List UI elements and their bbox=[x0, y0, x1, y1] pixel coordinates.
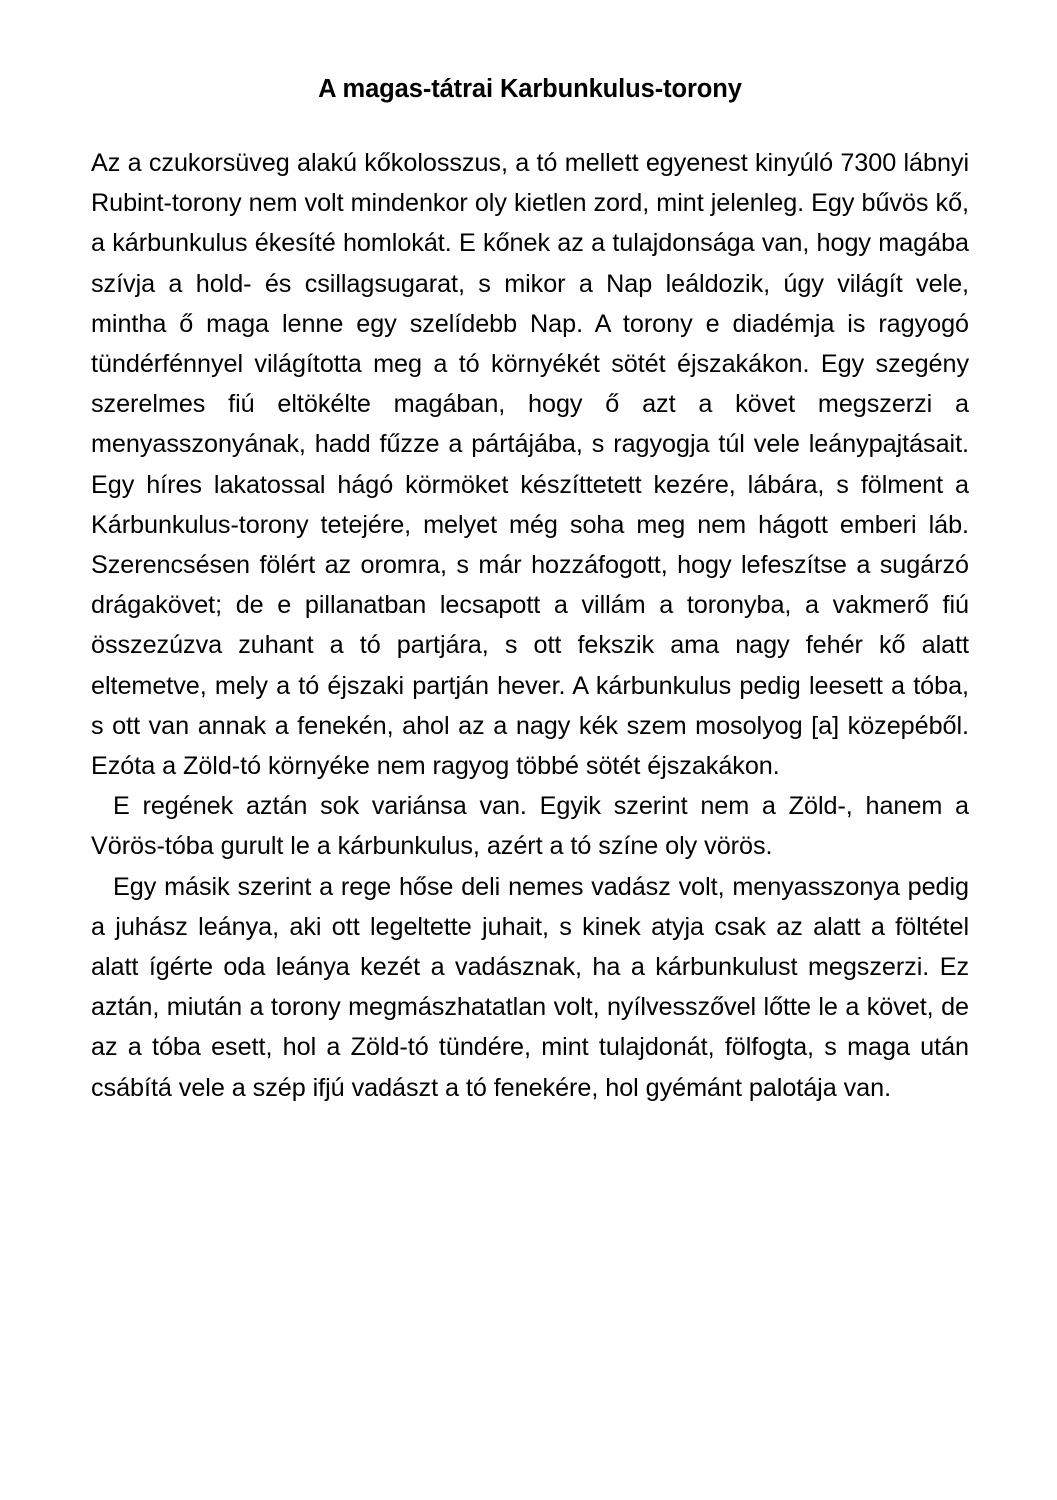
page-title: A magas-tátrai Karbunkulus-torony bbox=[318, 75, 742, 103]
paragraph: Egy másik szerint a rege hőse deli nemes vadász volt, menyasszonya pedig a juhász leánya, aki ott legeltette juhait, s kinek atyja csak az alatt a föltétel alatt ígérte oda leánya kezét a vadásznak, ha a kárbunkulust megszerzi. Ez aztán, miután a torony megmászhatatlan volt, nyílvesszővel lőtte le a követ, de az a tóba esett, hol a Zöld-tó tündére, mint tulajdonát, fölfogta, s maga után csábítá vele a szép ifjú vadászt a tó fenekére, hol gyémánt palotája van. bbox=[91, 872, 969, 1102]
paragraph: E regének aztán sok variánsa van. Egyik szerint nem a Zöld-, hanem a Vörös-tóba gurult le a kárbunkulus, azért a tó színe oly vörös. bbox=[91, 792, 969, 861]
paragraph: Az a czukorsüveg alakú kőkolosszus, a tó mellett egyenest kinyúló 7300 lábnyi Rubint-torony nem volt mindenkor oly kietlen zord, mint jelenleg. Egy bűvös kő, a kárbunkulus ékesíté homlokát. E kőnek az a tulajdonsága van, hogy magába szívja a hold- és csillagsugarat, s mikor a Nap leáldozik, úgy világít vele, mintha ő maga lenne egy szelídebb Nap. A torony e diadémja is ragyogó tündérfénnyel világította meg a tó környékét sötét éjszakákon. Egy szegény szerelmes fiú eltökélte magában, hogy ő azt a követ megszerzi a menyasszonyának, hadd fűzze a pártájába, s ragyogja túl vele leánypajtásait. Egy híres lakatossal hágó körmöket készíttetett kezére, lábára, s fölment a Kárbunkulus-torony tetejére, melyet még soha meg nem hágott emberi láb. Szerencsésen fölért az oromra, s már hozzáfogott, hogy lefeszítse a sugárzó drágakövet; de e pillanatban lecsapott a villám a toronyba, a vakmerő fiú összezúzva zuhant a tó partjára, s ott fekszik ama nagy fehér kő alatt eltemetve, mely a tó éjszaki partján hever. A kárbunkulus pedig leesett a tóba, s ott van annak a fenekén, ahol az a nagy kék szem mosolyog [a] közepéből. Ezóta a Zöld-tó környéke nem ragyog többé sötét éjszakákon. bbox=[91, 149, 969, 781]
document-body bbox=[91, 143, 969, 1108]
